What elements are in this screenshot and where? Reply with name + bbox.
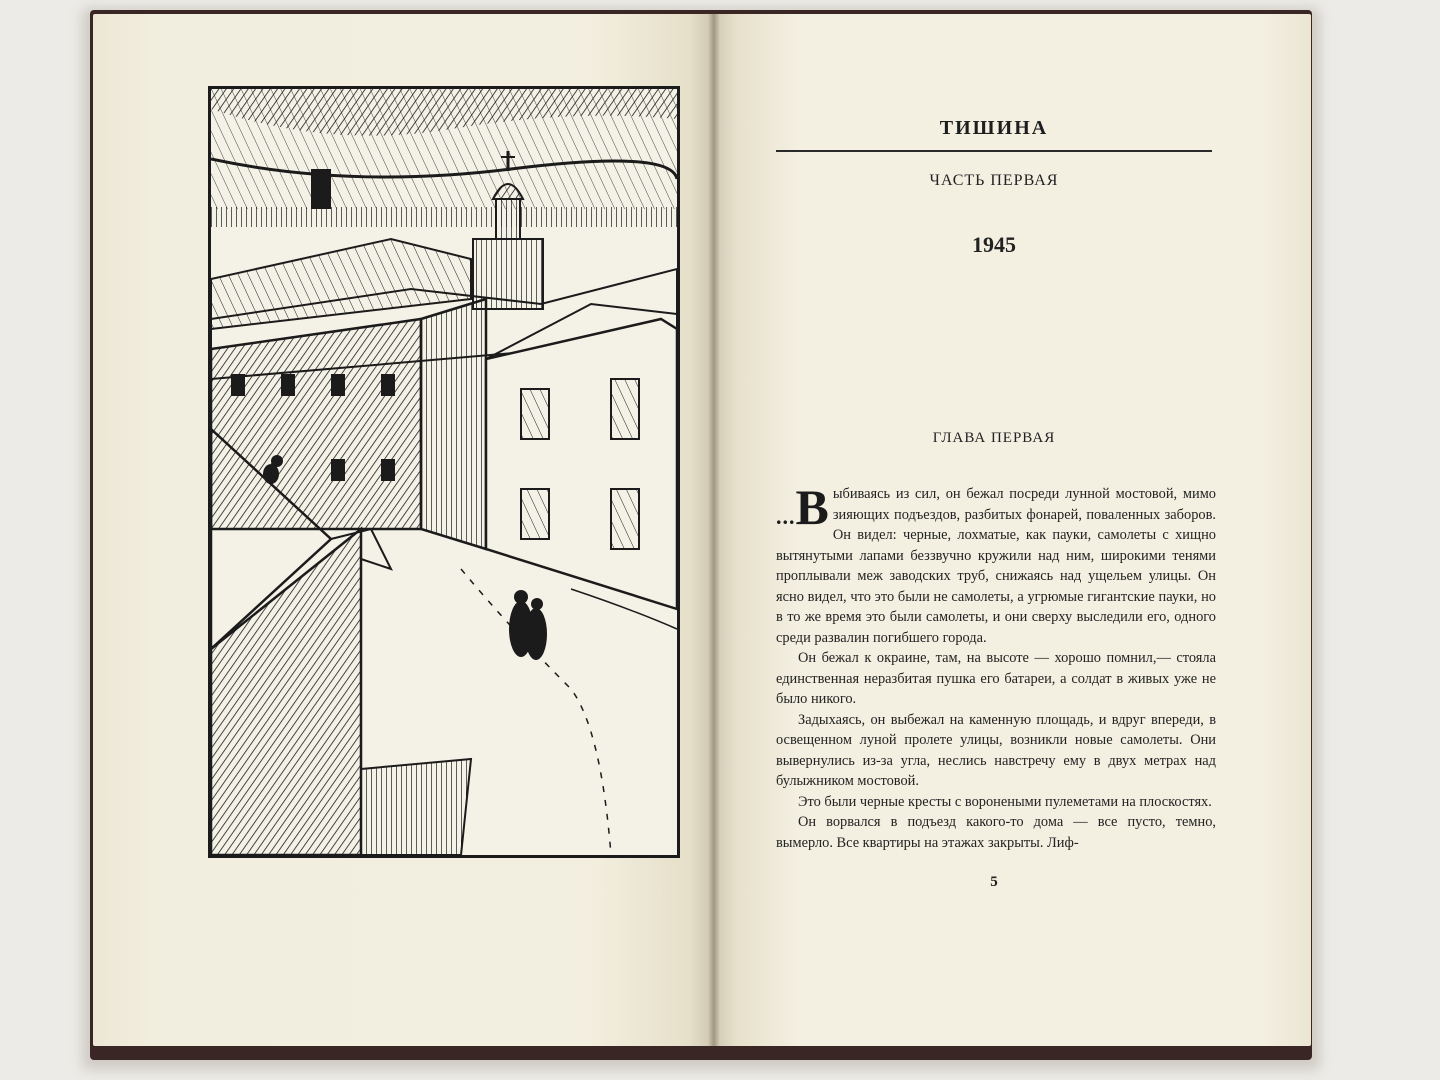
lead-dots: ... — [776, 504, 796, 529]
paragraph-2: Он бежал к окраине, там, на высоте — хорошо помнил,— стояла единственная неразбитая пушка его батареи, а солдат в живых уже не было никого. — [776, 650, 1216, 707]
illustration-winter-street — [208, 86, 680, 858]
year-heading: 1945 — [972, 232, 1016, 257]
page-number: 5 — [990, 874, 998, 890]
dropcap-letter: В — [795, 479, 829, 535]
title-rule — [776, 150, 1212, 152]
paragraph-3: Задыхаясь, он выбежал на каменную площадь, и вдруг впереди, в освещенном луной пролете улицы, возникли новые самолеты. Они вывернулись из-за угла, неслись навстречу ему в двух метрах над булыжником мостовой. — [776, 711, 1216, 789]
paragraph-1-text: ыбиваясь из сил, он бежал посреди лунной мостовой, мимо зияющих подъездов, разбитых фонарей, поваленных заборов. Он видел: черные, лохматые, как пауки, самолеты с хищно вытянутыми лапами беззвучно кружили над ним, широкими тенями проплывали меж заводских труб, снижаясь над ущельем улицы. Он ясно видел, что это были не самолеты, а угрюмые гигантские пауки, но в то же время это были самолеты, и они сверху выследили его, одного среди развалин погибшего города. — [776, 486, 1216, 646]
paragraph-4: Это были черные кресты с воронеными пулеметами на плоскостях. — [798, 793, 1212, 810]
chapter-body — [776, 479, 1216, 853]
book-gutter — [708, 14, 720, 1046]
dropcap — [776, 479, 829, 538]
part-heading: ЧАСТЬ ПЕРВАЯ — [929, 172, 1059, 189]
chapter-heading: ГЛАВА ПЕРВАЯ — [932, 430, 1056, 446]
illustration-drawing — [211, 89, 677, 855]
paragraph-5: Он ворвался в подъезд какого-то дома — все пусто, темно, вымерло. Все квартиры на этажах закрыты. Лиф- — [776, 814, 1216, 851]
paragraph-1 — [776, 479, 1216, 648]
running-title: ТИШИНА — [939, 117, 1049, 139]
